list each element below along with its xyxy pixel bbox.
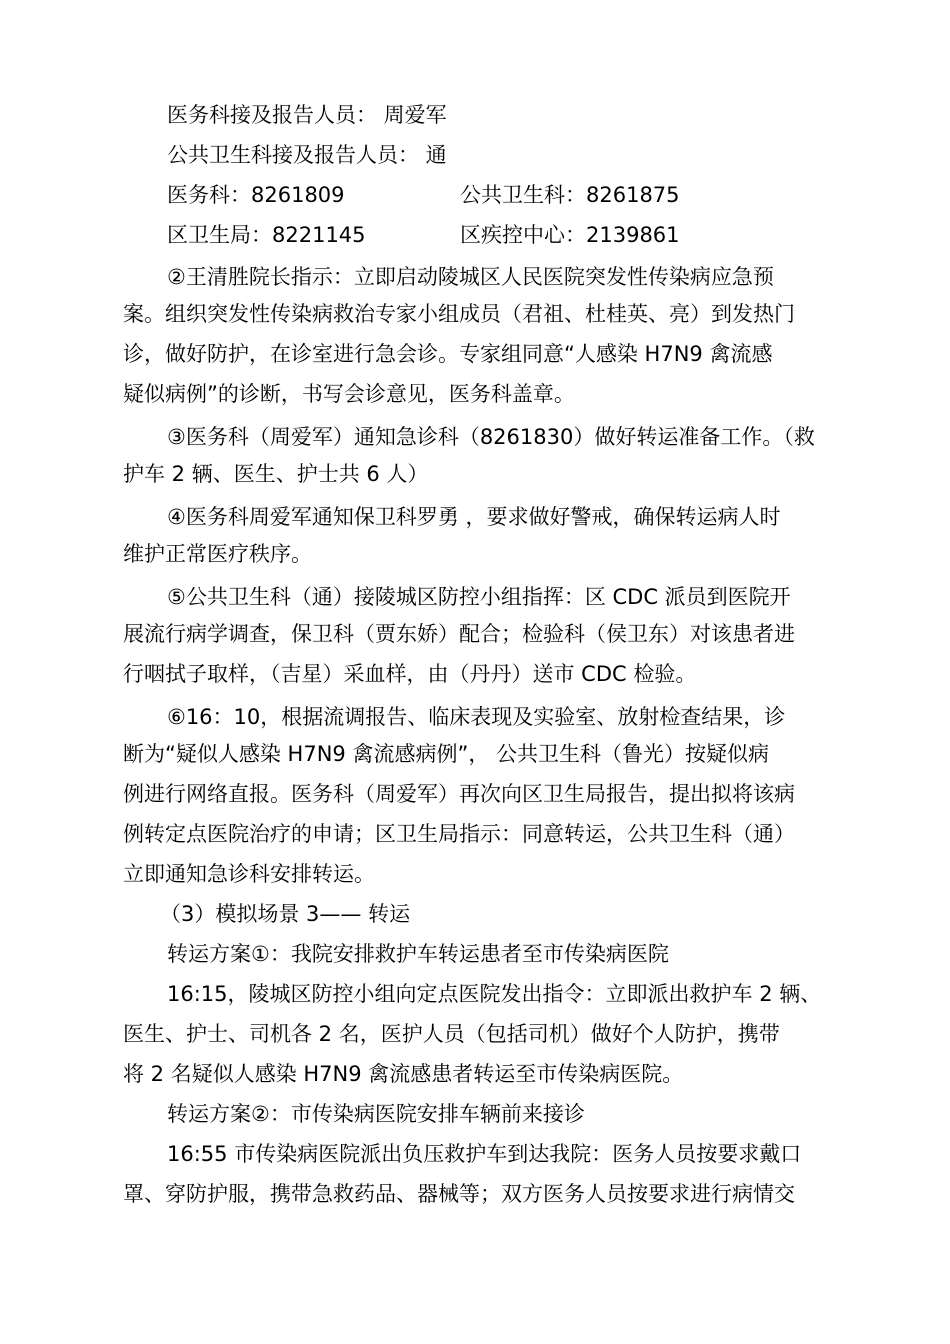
text-line: 16:55 市传染病医院派出负压救护车到达我院：医务人员按要求戴口: [167, 1142, 802, 1166]
text-line: 展流行病学调查，保卫科（贾东娇）配合；检验科（侯卫东）对该患者进: [123, 622, 795, 646]
text-line: ④医务科周爱军通知保卫科罗勇 ，要求做好警戒，确保转运病人时: [167, 505, 781, 529]
text-line: 医务科：8261809: [167, 183, 345, 207]
text-line: 护车 2 辆、医生、护士共 6 人）: [123, 462, 429, 486]
text-line: 区疾控中心：2139861: [460, 223, 680, 247]
text-line: 16:15，陵城区防控小组向定点医院发出指令：立即派出救护车 2 辆、: [167, 982, 822, 1006]
text-line: 医生、护士、司机各 2 名，医护人员（包括司机）做好个人防护，携带: [123, 1022, 780, 1046]
text-line: 转运方案②：市传染病医院安排车辆前来接诊: [167, 1102, 585, 1126]
text-line: 公共卫生科：8261875: [460, 183, 680, 207]
text-line: ③医务科（周爱军）通知急诊科（8261830）做好转运准备工作。（救: [167, 425, 815, 449]
text-line: ⑥16：10，根据流调报告、临床表现及实验室、放射检查结果，诊: [167, 705, 786, 729]
text-line: ②王清胜院长指示：立即启动陵城区人民医院突发性传染病应急预: [167, 265, 774, 289]
text-line: 断为“疑似人感染 H7N9 禽流感病例”， 公共卫生科（鲁光）按疑似病: [123, 742, 770, 766]
text-line: 案。组织突发性传染病救治专家小组成员（君祖、杜桂英、亮）到发热门: [123, 302, 795, 326]
text-line: 医务科接及报告人员： 周爱军: [167, 103, 447, 127]
text-line: 例转定点医院治疗的申请；区卫生局指示：同意转运，公共卫生科（通）: [123, 822, 795, 846]
text-line: 诊，做好防护，在诊室进行急会诊。专家组同意“人感染 H7N9 禽流感: [123, 342, 773, 366]
text-line: 维护正常医疗秩序。: [123, 542, 312, 566]
text-line: 转运方案①：我院安排救护车转运患者至市传染病医院: [167, 942, 669, 966]
text-line: 疑似病例”的诊断，书写会诊意见，医务科盖章。: [123, 382, 575, 406]
text-line: 将 2 名疑似人感染 H7N9 禽流感患者转运至市传染病医院。: [123, 1062, 684, 1086]
text-line: 区卫生局：8221145: [167, 223, 366, 247]
text-line: 公共卫生科接及报告人员： 通: [167, 143, 447, 167]
section-heading: （3）模拟场景 3—— 转运: [160, 902, 411, 926]
text-line: 立即通知急诊科安排转运。: [123, 862, 375, 886]
text-line: ⑤公共卫生科（通）接陵城区防控小组指挥：区 CDC 派员到医院开: [167, 585, 791, 609]
text-line: 行咽拭子取样，（吉星）采血样，由（丹丹）送市 CDC 检验。: [123, 662, 697, 686]
text-line: 罩、穿防护服，携带急救药品、器械等；双方医务人员按要求进行病情交: [123, 1182, 795, 1206]
text-line: 例进行网络直报。医务科（周爱军）再次向区卫生局报告，提出拟将该病: [123, 782, 795, 806]
